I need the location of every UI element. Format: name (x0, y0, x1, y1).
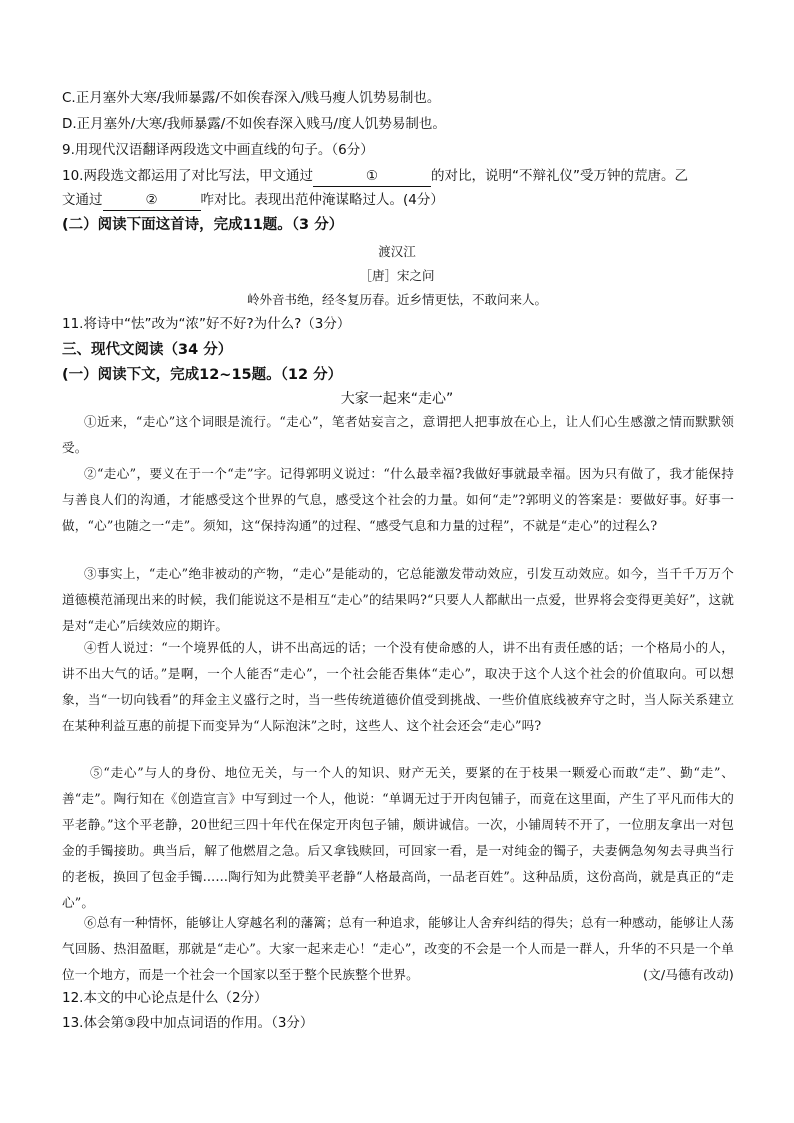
essay-paragraph-6-text: ⑥总有一种情怀，能够让人穿越名利的藩篱；总有一种追求，能够让人舍弃纠结的得失；总有一种感动，能够让人荡气回肠、热泪盈眶，那就是“走心”。大家一起来走心！“走心”，改变的不会是一个人而是一群人，升华的不只是一个单位一个地方，而是一个社会一个国家以至于整个民族整个世界。 (62, 915, 734, 982)
question-9: 9.用现代汉语翻译两段选文中画直线的句子。（6分） (62, 142, 374, 158)
question-13: 13.体会第③段中加点词语的作用。（3分） (62, 1015, 314, 1031)
essay-title: 大家一起来“走心” (340, 391, 454, 407)
reading-1-header: (一）阅读下文，完成12~15题。（12 分） (62, 367, 343, 383)
poem-title: 渡汉江 (378, 244, 416, 259)
poem-section-header: (二）阅读下面这首诗，完成11题。（3 分） (62, 217, 344, 233)
essay-paragraph-4: ④哲人说过：“一个境界低的人，讲不出高远的话；一个没有使命感的人，讲不出有责任感的话；一个格局小的人，讲不出大气的话。”是啊，一个人能否“走心”，一个社会能否集体“走心”，取决于这个人这个社会的价值取向。可以想象，当“一切向钱看”的拜金主义盛行之时，当一些传统道德价值受到挑战、一些价值底线被弃守之时，当人际关系建立在某种利益互惠的前提下而变异为“人际泡沫”之时，这些人、这个社会还会“走心”吗? (62, 640, 734, 733)
essay-source: (文/马德有改动) (643, 967, 734, 982)
q10-blank-2-mark: ② (145, 192, 158, 208)
q10-text-a: 10.两段选文都运用了对比写法，甲文通过 (62, 168, 313, 184)
question-12: 12.本文的中心论点是什么（2分） (62, 990, 268, 1006)
q10-text-c: 文通过 (62, 192, 103, 208)
question-10-line2 (62, 190, 444, 211)
essay-paragraph-3: ③事实上，“走心”绝非被动的产物，“走心”是能动的，它总能激发带动效应，引发互动效应。如今，当千千万万个道德模范涌现出来的时候，我们能说这不是相互“走心”的结果吗?“只要人人都献出一点爱，世界将会变得更美好”，这就是对“走心”后续效应的期许。 (62, 566, 734, 633)
modern-section-header: 三、现代文阅读（34 分） (62, 342, 233, 358)
q10-text-b: 的对比，说明“不辩礼仪”受万钟的荒唐。乙 (430, 168, 688, 184)
essay-paragraph-6 (62, 910, 734, 988)
q10-blank-2 (103, 190, 201, 211)
q10-blank-1-mark: ① (365, 168, 379, 184)
q10-text-d: 咋对比。表现出范仲淹谋略过人。(4分） (200, 192, 444, 208)
essay-paragraph-5: ⑤“走心”与人的身份、地位无关，与一个人的知识、财产无关，要紧的在于枝果一颗爱心而敢“走”、勤“走”、善“走”。陶行知在《创造宣言》中写到过一个人，他说：“单调无过于开肉包铺子，而竟在这里面，产生了平凡而伟大的平老静。”这个平老静，20世纪三四十年代在保定开肉包子铺，颇讲诚信。一次，小铺周转不开了，一位朋友拿出一对包金的手镯接助。典当后，解了他燃眉之急。后又拿钱赎回，可回家一看，是一对纯金的镯子，夫妻俩急匆匆去寻典当行的老板，换回了包金手镯……陶行知为此赞美平老静“人格最高尚，一品老百姓”。这种品质，这份高尚，就是真正的“走心”。 (62, 765, 734, 910)
essay-paragraph-1: ①近来，“走心”这个词眼是流行。“走心”，笔者姑妄言之，意谓把人把事放在心上，让人们心生感激之情而默默领受。 (62, 414, 734, 455)
q10-blank-1 (313, 166, 431, 187)
option-c: C.正月塞外大寒/我师暴露/不如俟春深入/贱马瘦人饥势易制也。 (62, 90, 441, 106)
question-10-line1 (62, 166, 688, 187)
poem-line: 岭外音书绝，经冬复历春。近乡情更怯，不敢问来人。 (246, 292, 547, 307)
question-11: 11.将诗中“怯”改为“浓”好不好?为什么?（3分） (62, 316, 351, 332)
essay-paragraph-2: ②“走心”，要义在于一个“走”字。记得郭明义说过：“什么最幸福?我做好事就最幸福。因为只有做了，我才能保持与善良人们的沟通，才能感受这个世界的气息，感受这个社会的力量。如何“走”?郭明义的答案是：要做好事。好事一做，“心”也随之一“走”。须知，这“保持沟通”的过程、“感受气息和力量的过程”，不就是“走心”的过程么? (62, 466, 734, 533)
option-d: D.正月塞外/大寒/我师暴露/不如俟春深入贱马/度人饥势易制也。 (62, 116, 446, 132)
poem-author: ［唐］宋之问 (359, 268, 435, 283)
